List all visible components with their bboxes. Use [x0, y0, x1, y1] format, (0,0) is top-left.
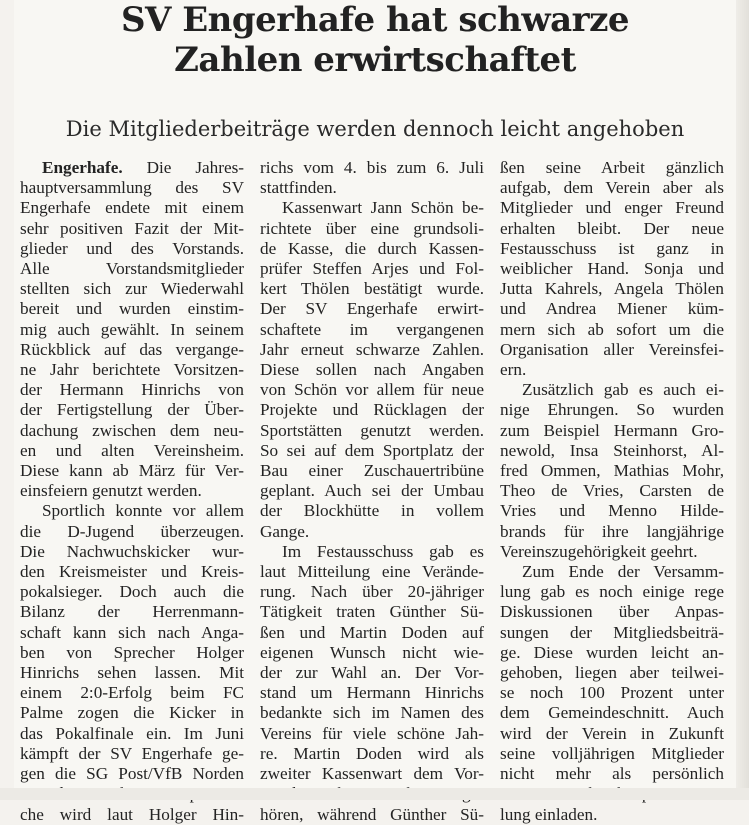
article-text: Die Jahres-: [122, 158, 244, 177]
article-line: gehoben, liegen aber teilwei-: [500, 663, 724, 683]
article-line: mern sich ab sofort um die: [500, 319, 724, 339]
page-edge: [736, 0, 749, 800]
page-edge: [0, 788, 749, 800]
article-line: newold, Insa Steinhorst, Al-: [500, 440, 724, 460]
article-line: Palme zogen die Kicker in: [20, 703, 244, 723]
article-line: und Andrea Miener küm-: [500, 299, 724, 319]
article-line: Vries und Menno Hilde-: [500, 501, 724, 521]
article-line: pokalsieger. Doch auch die: [20, 582, 244, 602]
article-line: richtete über eine grundsoli-: [260, 218, 484, 238]
article-line: stellten sich zur Wiederwahl: [20, 279, 244, 299]
article-line: laut Mitteilung eine Verände-: [260, 562, 484, 582]
article-line: seine volljährigen Mitglieder: [500, 743, 724, 763]
article-line: geplant. Auch sei der Umbau: [260, 481, 484, 501]
article-line: ern.: [500, 360, 527, 380]
article-line: Organisation aller Vereinsfei-: [500, 339, 724, 359]
article-line: Engerhafe endete mit einem: [20, 198, 244, 218]
article-line: schaftete im vergangenen: [260, 319, 484, 339]
article-line: Zum Ende der Versamm-: [522, 562, 724, 582]
article-line: Mitglieder und enger Freund: [500, 198, 724, 218]
article-line: Projekte und Rücklagen der: [260, 400, 484, 420]
article-line: Festausschuss ist ganz in: [500, 238, 724, 258]
article-line: [20, 158, 244, 178]
article-line: che wird laut Holger Hin-: [20, 804, 244, 824]
article-line: Vereinszugehörigkeit geehrt.: [500, 541, 698, 561]
article-line: dachung zwischen dem neu-: [20, 420, 244, 440]
article-line: schaft kann sich nach Anga-: [20, 622, 244, 642]
article-line: ben von Sprecher Holger: [20, 642, 244, 662]
headline-line: SV Engerhafe hat schwarze: [120, 0, 630, 40]
headline: [14, 0, 736, 80]
article-line: Diese sollen nach Angaben: [260, 360, 484, 380]
dateline: Engerhafe.: [42, 158, 123, 177]
article-line: nicht mehr als persönlich: [500, 764, 724, 784]
article-line: hauptversammlung des SV: [20, 178, 244, 198]
article-line: bedankte sich im Namen des: [260, 703, 484, 723]
article-line: en und alten Vereinsheim.: [20, 440, 244, 460]
article-line: brands für ihre langjährige: [500, 521, 724, 541]
article-line: kämpft der SV Engerhafe ge-: [20, 743, 244, 763]
article-line: Zusätzlich gab es auch ei-: [522, 380, 724, 400]
article-line: der Hermann Hinrichs von: [20, 380, 244, 400]
article-line: wird der Verein in Zukunft: [500, 723, 724, 743]
article-line: ßen und Martin Doden auf: [260, 622, 484, 642]
article-line: glieder und des Vorstands.: [20, 238, 244, 258]
article-line: richs vom 4. bis zum 6. Juli: [260, 158, 484, 177]
article-line: Sportstätten genutzt werden.: [260, 420, 484, 440]
article-line: zweiter Kassenwart dem Vor-: [260, 764, 484, 784]
article-line: re. Martin Doden wird als: [260, 743, 484, 763]
article-line: aufgab, dem Verein aber als: [500, 178, 724, 198]
article-line: So sei auf dem Sportplatz der: [260, 440, 484, 460]
article-line: Der SV Engerhafe erwirt-: [260, 299, 484, 319]
article-line: zum Beispiel Hermann Gro-: [500, 420, 724, 440]
article-line: die D-Jugend überzeugen.: [20, 521, 244, 541]
article-line: de Kasse, die durch Kassen-: [260, 238, 484, 258]
article-line: nige Ehrungen. So wurden: [500, 400, 724, 420]
article-line: stattfinden.: [260, 178, 337, 198]
article-line: lung einladen.: [500, 804, 598, 824]
article-line: den Kreismeister und Kreis-: [20, 562, 244, 582]
article-line: Bau einer Zuschauertribüne: [260, 461, 484, 481]
article-line: Jahr erneut schwarze Zahlen.: [260, 339, 484, 359]
article-line: Gange.: [260, 521, 310, 541]
article-line: erhalten bleibt. Der neue: [500, 218, 724, 238]
headline-line: Zahlen erwirtschaftet: [174, 40, 576, 80]
article-line: Hinrichs sehen lassen. Mit: [20, 663, 244, 683]
article-line: gen die SG Post/VfB Norden: [20, 764, 244, 784]
article-line: fred Ommen, Mathias Mohr,: [500, 461, 724, 481]
article-column-3: [500, 158, 724, 825]
article-line: se noch 100 Prozent unter: [500, 683, 724, 703]
article-line: der Blockhütte in vollem: [260, 501, 484, 521]
article-line: ßen seine Arbeit gänzlich: [500, 158, 724, 177]
article-line: Die Nachwuchskicker wur-: [20, 541, 244, 561]
article-column-1: [20, 158, 244, 825]
article-line: bereit und wurden einstim-: [20, 299, 244, 319]
article-line: ne Jahr berichtete Vorsitzen-: [20, 360, 244, 380]
article-line: Alle Vorstandsmitglieder: [20, 259, 244, 279]
article-line: einsfeiern genutzt werden.: [20, 481, 202, 501]
article-line: Theo de Vries, Carsten de: [500, 481, 724, 501]
article-line: Sportlich konnte vor allem: [42, 501, 244, 521]
article-line: Diskussionen über Anpas-: [500, 602, 724, 622]
article-line: Diese kann ab März für Ver-: [20, 461, 244, 481]
subheadline: Die Mitgliederbeiträge werden dennoch leicht angehoben: [65, 117, 685, 141]
article-line: einem 2:0-Erfolg beim FC: [20, 683, 244, 703]
article-line: sehr positiven Fazit der Mit-: [20, 218, 244, 238]
article-line: rung. Nach über 20-jähriger: [260, 582, 484, 602]
article-column-2: [260, 158, 484, 825]
article-line: Rückblick auf das vergange-: [20, 339, 244, 359]
article-line: eigenen Wunsch nicht wie-: [260, 642, 484, 662]
article-line: Bilanz der Herrenmann-: [20, 602, 244, 622]
article-line: Im Festausschuss gab es: [282, 541, 484, 561]
article-line: dem Gemeindeschnitt. Auch: [500, 703, 724, 723]
article-line: kert Thölen bestätigt wurde.: [260, 279, 484, 299]
article-line: stand um Hermann Hinrichs: [260, 683, 484, 703]
article-line: Jutta Kahrels, Angela Thölen: [500, 279, 724, 299]
article-line: der Fertigstellung der Über-: [20, 400, 244, 420]
article-line: hören, während Günther Sü-: [260, 804, 484, 824]
article-line: das Pokalfinale ein. Im Juni: [20, 723, 244, 743]
article-line: von Schön vor allem für neue: [260, 380, 484, 400]
article-line: Tätigkeit traten Günther Sü-: [260, 602, 484, 622]
article-line: Vereins für viele schöne Jah-: [260, 723, 484, 743]
article-line: Kassenwart Jann Schön be-: [282, 198, 484, 218]
article-line: prüfer Steffen Arjes und Fol-: [260, 259, 484, 279]
article-line: der zur Wahl an. Der Vor-: [260, 663, 484, 683]
article-line: ge. Diese wurden leicht an-: [500, 642, 724, 662]
article-line: lung gab es noch einige rege: [500, 582, 724, 602]
article-line: weiblicher Hand. Sonja und: [500, 259, 724, 279]
article-line: sungen der Mitgliedsbeiträ-: [500, 622, 724, 642]
newspaper-clipping: [14, 0, 736, 824]
article-line: mig auch gewählt. In seinem: [20, 319, 244, 339]
